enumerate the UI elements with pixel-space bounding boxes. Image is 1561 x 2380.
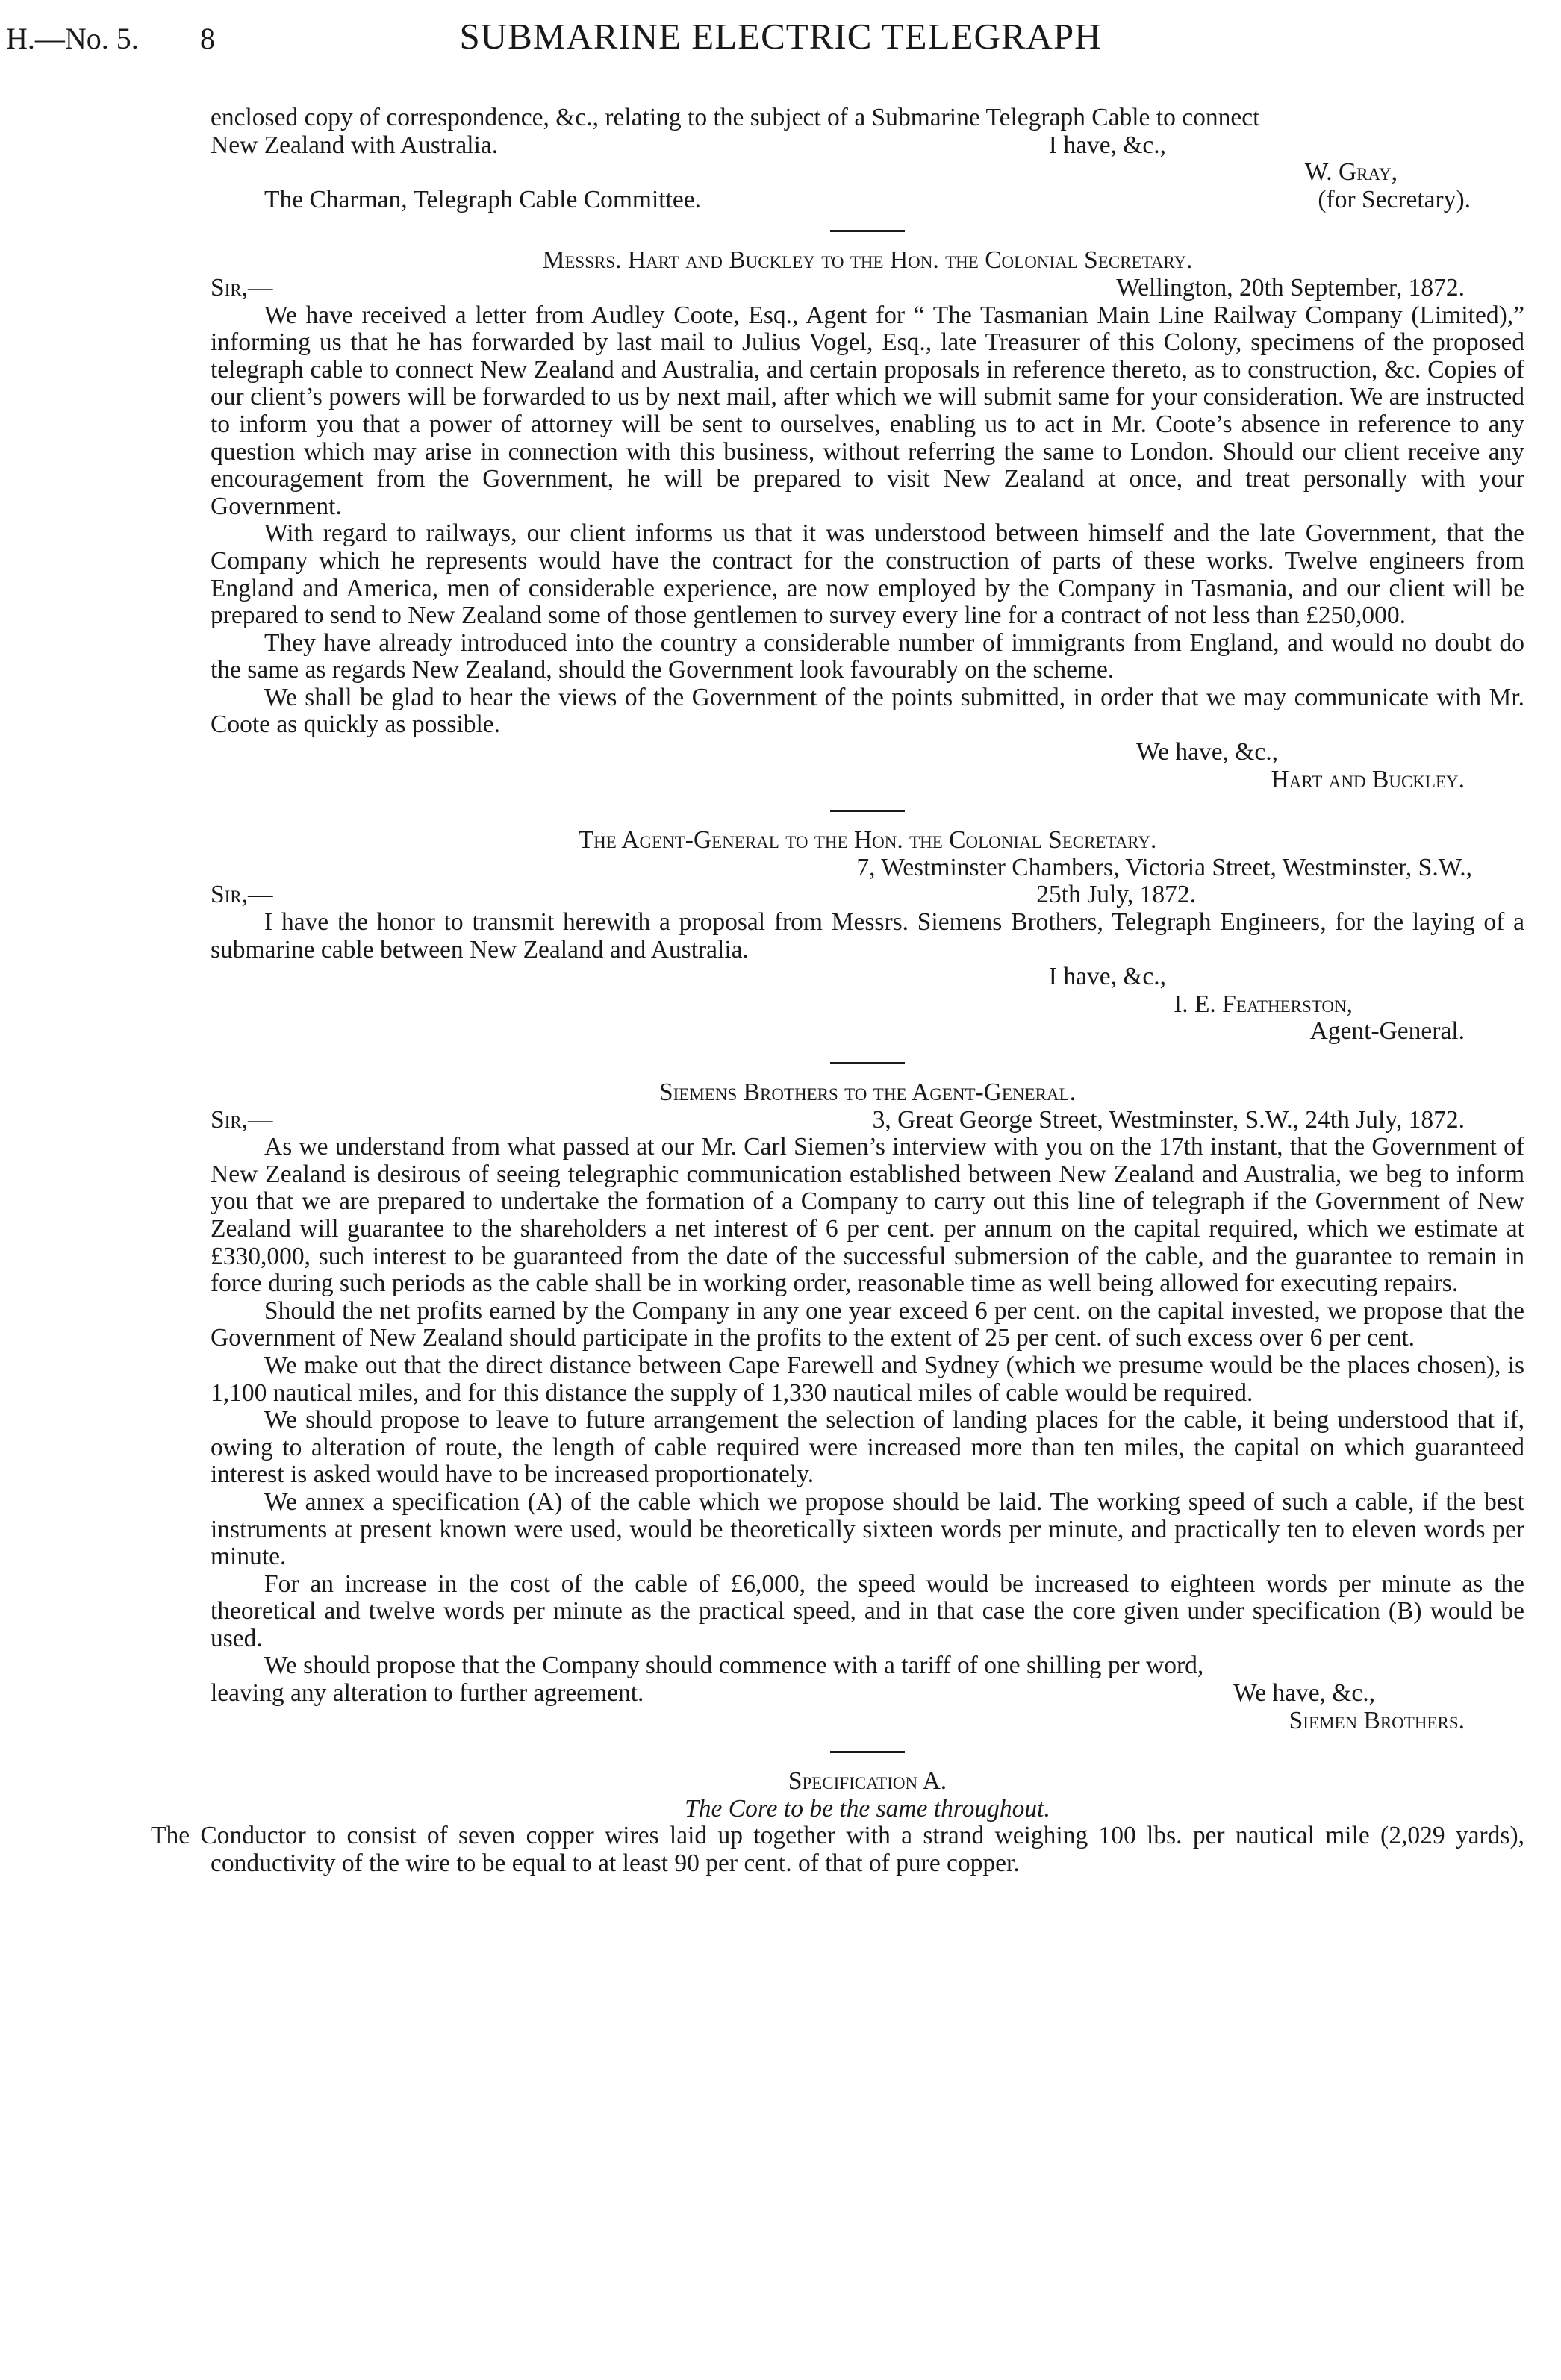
salutation: Sir,— (211, 1105, 273, 1134)
closing-phrase: I have, &c., (1048, 131, 1166, 159)
closing-phrase: We have, &c., (1233, 1679, 1375, 1708)
signature: W. Gray, (1304, 158, 1398, 187)
spec-heading: Specification A. (788, 1767, 947, 1796)
document-reference: H.—No. 5. (6, 22, 139, 55)
letter-paragraph: I have the honor to transmit herewith a proposal from Messrs. Siemens Brothers, Telegraph Engineers, for the laying of a submarine cable between New Zealand and Australia. (211, 908, 1524, 963)
address: 7, Westminster Chambers, Victoria Street, Westminster, S.W., (856, 853, 1472, 881)
continuation-closing-row (211, 132, 1524, 160)
divider-rule (830, 1062, 905, 1064)
closing-row (211, 1680, 1524, 1708)
place-date: Wellington, 20th September, 1872. (1116, 273, 1465, 302)
spec-paragraph: The Conductor to consist of seven copper wires laid up together with a strand weighing 100 lbs. per nautical mile (2,029 yards), conductivity of the wire to be equal to at least 90 per cent. of that of pure copper. (151, 1822, 1524, 1878)
signature: I. E. Featherston, (1174, 990, 1353, 1018)
continuation-line: enclosed copy of correspondence, &c., relating to the subject of a Submarine Telegraph Cable to connect (211, 104, 1260, 131)
letter-paragraph: We should propose that the Company should commence with a tariff of one shilling per word, (264, 1652, 1204, 1680)
closing-phrase: We have, &c., (1136, 738, 1278, 766)
salutation-row (211, 275, 1524, 302)
specification-a (151, 1767, 1524, 1878)
signature: Hart and Buckley. (1271, 765, 1465, 793)
date: 25th July, 1872. (1036, 881, 1196, 909)
signer-role: Agent-General. (1309, 1017, 1465, 1046)
place-date: 3, Great George Street, Westminster, S.W., 24th July, 1872. (872, 1105, 1465, 1134)
divider-rule (830, 1751, 905, 1753)
divider-rule (830, 230, 905, 232)
addressee: The Charman, Telegraph Cable Committee. (264, 185, 701, 213)
continuation-line-end: New Zealand with Australia. (211, 131, 499, 159)
letter-paragraph: With regard to railways, our client informs us that it was understood between himself and the late Government, that the Company which he represents would have the contract for the construction of parts of these works. Twelve engineers from England and America, men of considerable experience, are now employed by the Company in Tasmania, and our client will be prepared to send to New Zealand some of those gentlemen to survey every line for a contract of not less than £250,000. (211, 519, 1524, 630)
letter-siemens (211, 1079, 1524, 1734)
letter-paragraph: For an increase in the cost of the cable of £6,000, the speed would be increased to eighteen words per minute as the theoretical and twelve words per minute as the practical speed, and in that case the core given under specification (B) would be used. (211, 1570, 1524, 1652)
letter-paragraph: We annex a specification (A) of the cable which we propose should be laid. The working speed of such a cable, if the best instruments at present known were used, would be theoretically sixteen words per minute, and practically ten to eleven words per minute. (211, 1487, 1524, 1571)
document-body (151, 104, 1524, 1878)
letter-heading: Siemens Brothers to the Agent-General. (659, 1078, 1076, 1106)
divider-rule (830, 810, 905, 812)
closing-phrase: I have, &c., (1048, 963, 1166, 991)
letter-hart-buckley (211, 247, 1524, 793)
salutation: Sir,— (211, 273, 273, 302)
page-title: SUBMARINE ELECTRIC TELEGRAPH (459, 16, 1102, 57)
letter-paragraph: We have received a letter from Audley Coote, Esq., Agent for “ The Tasmanian Main Line Railway Company (Limited),” informing us that he has forwarded by last mail to Julius Vogel, Esq., late Treasurer of this Colony, specimens of the proposed telegraph cable to connect New Zealand and Australia, and certain proposals in reference thereto, as to construction, &c. Copies of our client’s powers will be forwarded to us by next mail, after which we will submit same for your consideration. We are instructed to inform you that a power of attorney will be sent to ourselves, enabling us to act in Mr. Coote’s absence in reference to any question which may arise in connection with this business, without referring the same to London. Should our client receive any encouragement from the Government, he will be prepared to visit New Zealand at once, and treat personally with your Government. (211, 301, 1524, 520)
signer-role: (for Secretary). (1318, 185, 1471, 213)
letter-paragraph: We shall be glad to hear the views of the Government of the points submitted, in order that we may communicate with Mr. Coote as quickly as possible. (211, 683, 1524, 739)
letter-agent-general (211, 827, 1524, 1046)
paragraph-end: leaving any alteration to further agreement. (211, 1679, 644, 1708)
letter-paragraph: We should propose to leave to future arrangement the selection of landing places for the cable, it being understood that if, owing to alteration of route, the length of cable required were increased more than ten miles, the capital on which guaranteed interest is asked would have to be increased proportionately. (211, 1406, 1524, 1489)
letter-paragraph: They have already introduced into the country a considerable number of immigrants from England, and would no doubt do the same as regards New Zealand, should the Government look favourably on the scheme. (211, 628, 1524, 684)
letter-paragraph: Should the net profits earned by the Company in any one year exceed 6 per cent. on the capital invested, we propose that the Government of New Zealand should participate in the profits to the extent of 25 per cent. of such excess over 6 per cent. (211, 1296, 1524, 1352)
letter-paragraph: We make out that the direct distance between Cape Farewell and Sydney (which we presume would be the places chosen), is 1,100 nautical miles, and for this distance the supply of 1,330 nautical miles of cable would be required. (211, 1351, 1524, 1407)
letter-continuation (211, 104, 1524, 213)
salutation-row (211, 881, 1524, 909)
letter-heading: Messrs. Hart and Buckley to the Hon. the Colonial Secretary. (542, 246, 1193, 275)
salutation-row (211, 1107, 1524, 1134)
signature: Siemen Brothers. (1289, 1706, 1465, 1734)
letter-heading: The Agent-General to the Hon. the Colonial Secretary. (578, 826, 1157, 855)
spec-subheading: The Core to be the same throughout. (685, 1794, 1050, 1823)
page-number: 8 (200, 22, 215, 55)
salutation: Sir,— (211, 881, 273, 909)
addressee-row (211, 187, 1524, 214)
letter-paragraph: As we understand from what passed at our Mr. Carl Siemen’s interview with you on the 17th instant, that the Government of New Zealand is desirous of seeing telegraphic communication established between New Zealand and Australia, we beg to inform you that we are prepared to undertake the formation of a Company to carry out this line of telegraph if the Government of New Zealand will guarantee to the shareholders a net interest of 6 per cent. per annum on the capital required, which we estimate at £330,000, such interest to be guaranteed from the date of the successful submersion of the cable, and the guarantee to remain in force during such periods as the cable shall be in working order, reasonable time as well being allowed for executing repairs. (211, 1133, 1524, 1298)
